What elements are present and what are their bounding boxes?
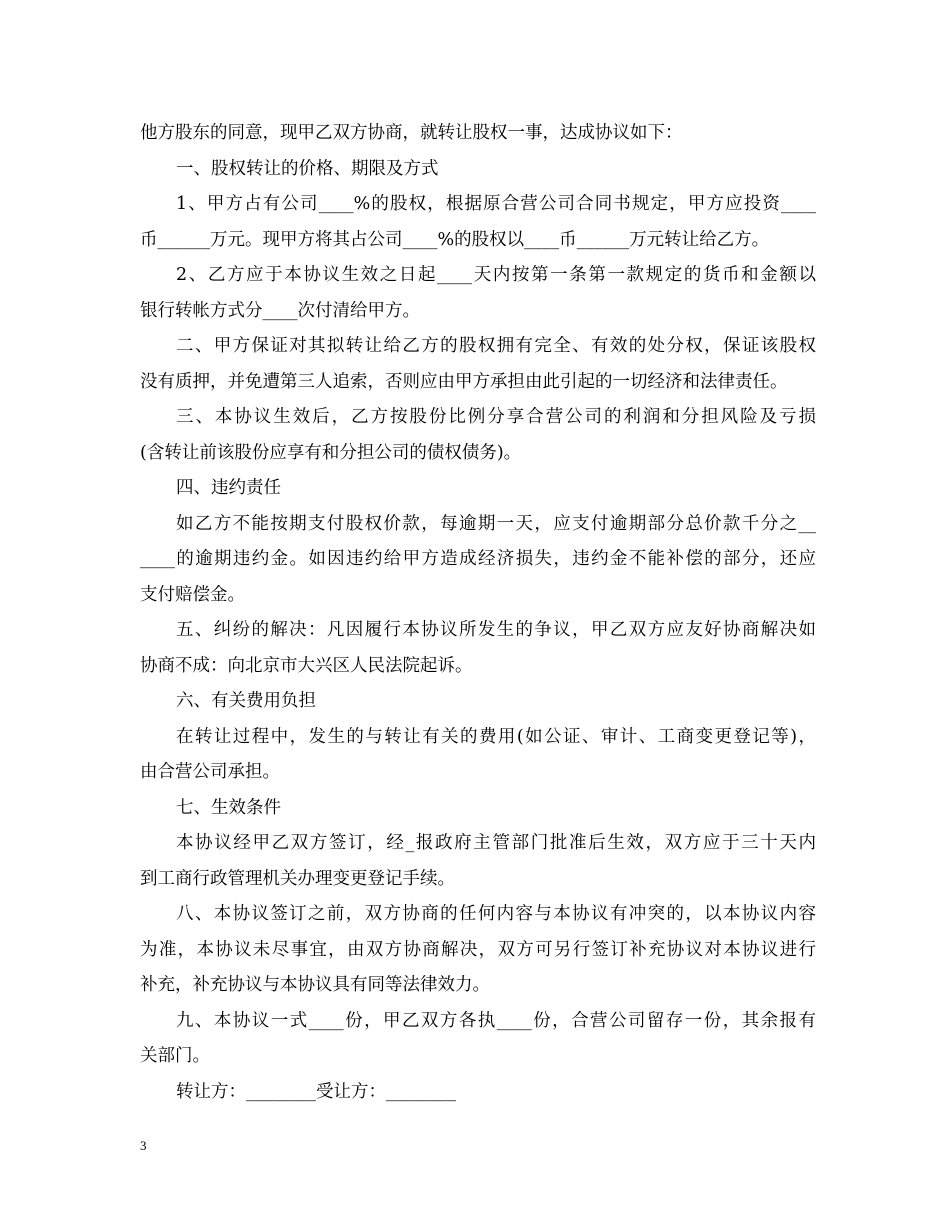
document-line: 一、股权转让的价格、期限及方式 <box>176 158 439 179</box>
document-body <box>140 116 816 1110</box>
document-line: 由合营公司承担。 <box>140 762 280 782</box>
document-line: 补充，补充协议与本协议具有同等法律效力。 <box>140 975 490 995</box>
document-line: 八、本协议签订之前，双方协商的任何内容与本协议有冲突的，以本协议内容 <box>176 904 816 924</box>
document-line: 关部门。 <box>140 1046 210 1066</box>
document-line: 五、纠纷的解决：凡因履行本协议所发生的争议，甲乙双方应友好协商解决如 <box>176 620 816 640</box>
document-line: 银行转帐方式分____次付清给甲方。 <box>140 300 420 321</box>
document-line: 四、违约责任 <box>176 478 281 498</box>
document-line: 二、甲方保证对其拟转让给乙方的股权拥有完全、有效的处分权，保证该股权 <box>176 336 816 356</box>
document-line: 九、本协议一式____份，甲乙双方各执____份，合营公司留存一份，其余报有 <box>176 1010 816 1031</box>
document-line: 在转让过程中，发生的与转让有关的费用(如公证、审计、工商变更登记等)， <box>176 726 816 747</box>
document-line: (含转让前该股份应享有和分担公司的债权债务)。 <box>140 442 522 463</box>
document-line: 协商不成：向北京市大兴区人民法院起诉。 <box>140 655 473 676</box>
page-number: 3 <box>140 1138 147 1153</box>
document-line: 1、甲方占有公司____%的股权，根据原合营公司合同书规定，甲方应投资____ <box>176 194 816 214</box>
document-line: 他方股东的同意，现甲乙双方协商，就转让股权一事，达成协议如下： <box>140 123 683 143</box>
document-line: 没有质押，并免遭第三人追索，否则应由甲方承担由此引起的一切经济和法律责任。 <box>140 371 788 392</box>
document-line: 七、生效条件 <box>176 797 281 818</box>
document-line: 币______万元。现甲方将其占公司____%的股权以____币______万元转让给乙方。 <box>140 229 770 250</box>
document-line: 转让方：________受让方：________ <box>176 1081 456 1102</box>
document-line: 支付赔偿金。 <box>140 584 245 605</box>
document-line: 如乙方不能按期支付股权价款，每逾期一天，应支付逾期部分总价款千分之__ <box>176 513 816 534</box>
document-line: 六、有关费用负担 <box>176 691 316 711</box>
document-line: 为准，本协议未尽事宜，由双方协商解决，双方可另行签订补充协议对本协议进行 <box>140 939 816 960</box>
document-line: 2、乙方应于本协议生效之日起____天内按第一条第一款规定的货币和金额以 <box>176 265 816 285</box>
document-line: ____的逾期违约金。如因违约给甲方造成经济损失，违约金不能补偿的部分，还应 <box>140 549 816 569</box>
document-line: 本协议经甲乙双方签订，经_报政府主管部门批准后生效，双方应于三十天内 <box>176 833 816 853</box>
document-line: 三、本协议生效后，乙方按股份比例分享合营公司的利润和分担风险及亏损 <box>176 407 816 427</box>
document-line: 到工商行政管理机关办理变更登记手续。 <box>140 868 455 889</box>
